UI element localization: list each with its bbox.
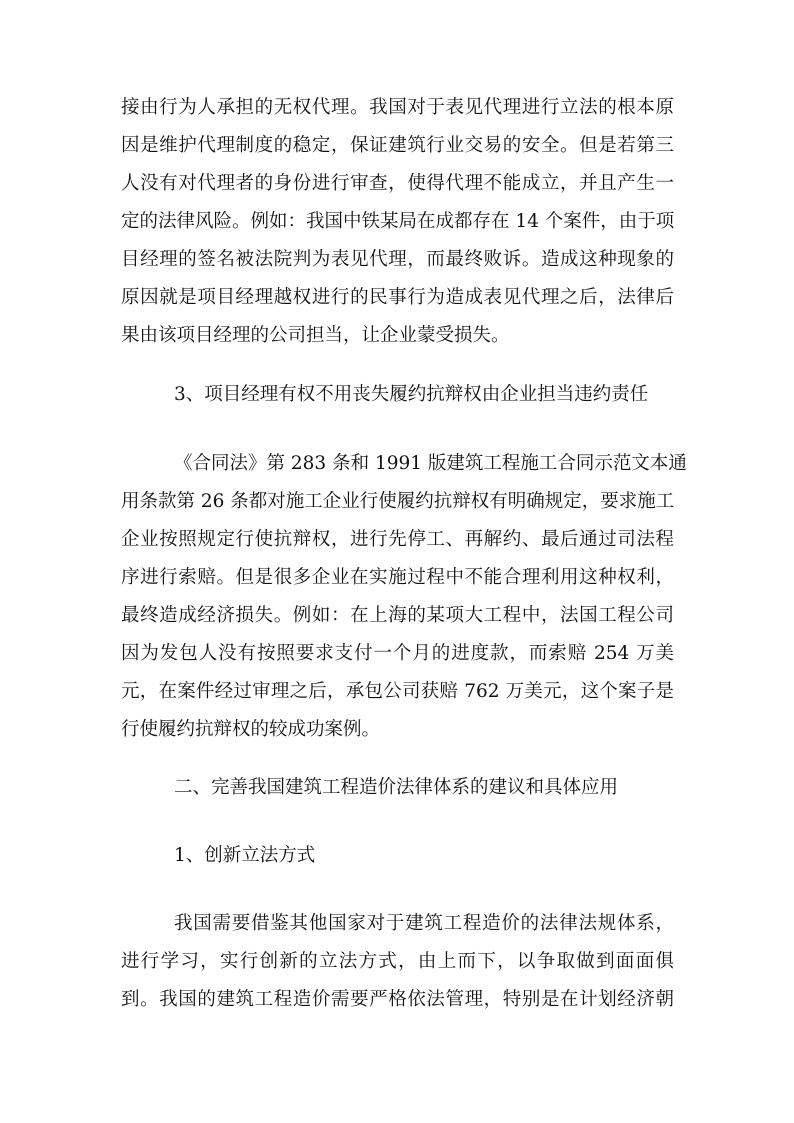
paragraph-2-line-1: 《合同法》第 283 条和 1991 版建筑工程施工合同示范文本通	[174, 453, 687, 474]
paragraph-3-line-2: 进行学习，实行创新的立法方式，由上而下，以争取做到面面俱	[121, 951, 674, 972]
paragraph-2-line-5: 最终造成经济损失。例如：在上海的某项大工程中，法国工程公司	[121, 605, 674, 626]
paragraph-3-line-1: 我国需要借鉴其他国家对于建筑工程造价的法律法规体系，	[174, 913, 674, 934]
paragraph-2-line-8: 行使履约抗辩权的较成功案例。	[121, 719, 381, 740]
paragraph-1-line-1: 接由行为人承担的无权代理。我国对于表见代理进行立法的根本原	[121, 97, 674, 118]
paragraph-3-line-3: 到。我国的建筑工程造价需要严格依法管理，特别是在计划经济朝	[121, 989, 674, 1010]
paragraph-1-line-6: 原因就是项目经理越权进行的民事行为造成表见代理之后，法律后	[121, 287, 674, 308]
heading-item-3: 3、项目经理有权不用丧失履约抗辩权由企业担当违约责任	[174, 384, 649, 405]
paragraph-2-line-2: 用条款第 26 条都对施工企业行使履约抗辩权有明确规定，要求施工	[121, 491, 675, 512]
paragraph-2-line-6: 因为发包人没有按照要求支付一个月的进度款，而索赔 254 万美	[121, 643, 674, 664]
paragraph-2-line-3: 企业按照规定行使抗辩权，进行先停工、再解约、最后通过司法程	[121, 529, 674, 550]
paragraph-1-line-7: 果由该项目经理的公司担当，让企业蒙受损失。	[121, 325, 510, 346]
paragraph-1-line-4: 定的法律风险。例如：我国中铁某局在成都存在 14 个案件，由于项	[121, 211, 675, 232]
section-heading-2: 二、完善我国建筑工程造价法律体系的建议和具体应用	[174, 777, 619, 798]
paragraph-2-line-7: 元，在案件经过审理之后，承包公司获赔 762 万美元，这个案子是	[121, 681, 674, 702]
paragraph-1-line-3: 人没有对代理者的身份进行审查，使得代理不能成立，并且产生一	[121, 173, 674, 194]
paragraph-1-line-5: 目经理的签名被法院判为表见代理，而最终败诉。造成这种现象的	[121, 249, 674, 270]
paragraph-1-line-2: 因是维护代理制度的稳定，保证建筑行业交易的安全。但是若第三	[121, 135, 674, 156]
paragraph-2-line-4: 序进行索赔。但是很多企业在实施过程中不能合理利用这种权利，	[121, 567, 674, 588]
heading-item-1: 1、创新立法方式	[174, 845, 316, 866]
